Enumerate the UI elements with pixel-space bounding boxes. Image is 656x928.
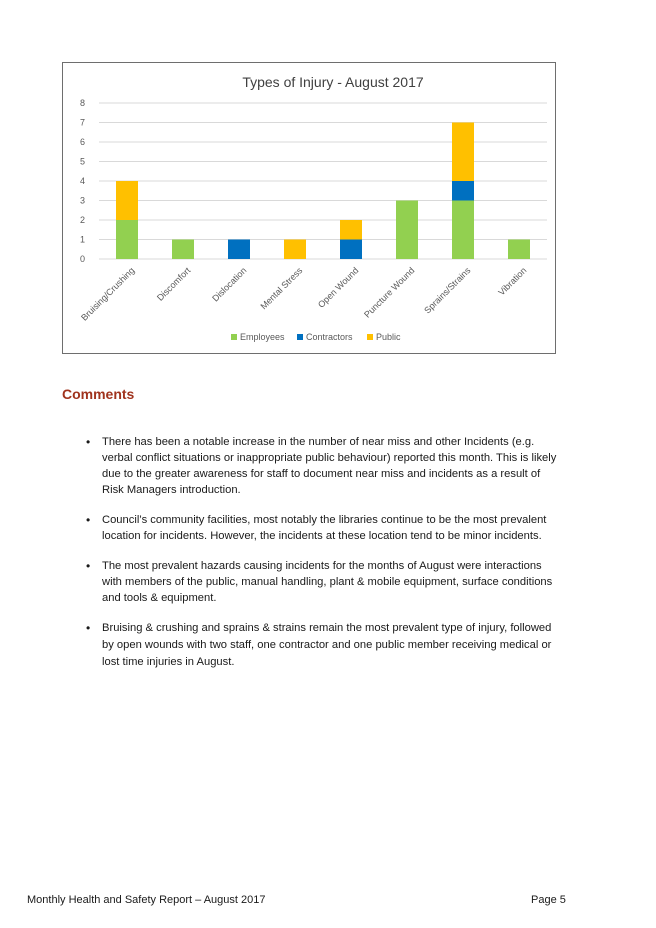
comment-item	[62, 434, 562, 498]
comment-text: There has been a notable increase in the number of near miss and other Incidents (e.g. verbal conflict situations or inappropriate public behaviour) reported this month. This is likely due to the greater awareness for staff to document near miss and incidents as a result of Risk Managers introduction.	[102, 436, 557, 496]
y-tick-label: 5	[79, 156, 85, 167]
legend-label-employees: Employees	[240, 332, 285, 342]
y-tick-label: 0	[79, 254, 85, 264]
legend-label-contractors: Contractors	[306, 332, 353, 342]
bar-employees	[452, 201, 474, 260]
legend-swatch-public	[367, 334, 373, 340]
y-tick-label: 8	[79, 98, 85, 108]
x-tick-label: Open Wound	[315, 265, 361, 310]
comment-text: Bruising & crushing and sprains & strains remain the most prevalent type of injury, followed by open wounds with two staff, one contractor and one public member receiving medical or lost time injuries in August.	[102, 622, 552, 668]
injury-chart	[62, 62, 556, 354]
bullet-icon: •	[86, 435, 91, 449]
comments-list	[62, 434, 562, 685]
x-tick-label: Vibration	[496, 265, 529, 298]
chart-title: Types of Injury - August 2017	[242, 74, 424, 90]
bar-employees	[396, 201, 418, 260]
bar-employees	[172, 240, 194, 260]
x-tick-label: Puncture Wound	[362, 265, 417, 320]
bar-public	[116, 181, 138, 220]
comment-text: The most prevalent hazards causing incidents for the months of August were interactions with members of the public, manual handling, plant & mobile equipment, surface conditions and tools & equipment.	[102, 560, 553, 604]
x-tick-label: Dislocation	[210, 265, 249, 304]
y-tick-label: 3	[79, 195, 85, 206]
comment-text: Council’s community facilities, most notably the libraries continue to be the most prevalent location for incidents. However, the incidents at these location tend to be minor incidents.	[102, 514, 547, 542]
footer-title: Monthly Health and Safety Report – August 2017	[27, 894, 266, 906]
bullet-icon: •	[86, 621, 91, 635]
injury-chart-svg	[63, 63, 555, 353]
y-tick-label: 2	[79, 215, 85, 225]
comment-item	[62, 512, 562, 544]
bar-employees	[508, 240, 530, 260]
x-tick-label: Mental Stress	[258, 265, 305, 312]
y-tick-label: 4	[79, 176, 85, 186]
x-tick-label: Bruising/Crushing	[79, 265, 137, 323]
bar-contractors	[228, 240, 250, 260]
y-tick-label: 6	[79, 137, 85, 147]
comment-item	[62, 620, 562, 671]
comments-heading: Comments	[62, 386, 135, 402]
comment-item	[62, 558, 562, 606]
bar-public	[340, 220, 362, 240]
bar-contractors	[452, 181, 474, 201]
y-tick-label: 7	[79, 117, 85, 128]
legend-swatch-contractors	[297, 334, 303, 340]
x-tick-label: Sprains/Strains	[422, 265, 473, 316]
bar-employees	[116, 220, 138, 259]
legend-label-public: Public	[376, 332, 401, 342]
bullet-icon: •	[86, 559, 91, 573]
bullet-icon: •	[86, 513, 91, 527]
legend-swatch-employees	[231, 334, 237, 340]
bar-public	[284, 240, 306, 260]
bar-contractors	[340, 240, 362, 260]
bar-public	[452, 123, 474, 182]
page-number: Page 5	[531, 894, 566, 906]
y-tick-label: 1	[79, 234, 85, 245]
x-tick-label: Discomfort	[154, 265, 193, 303]
